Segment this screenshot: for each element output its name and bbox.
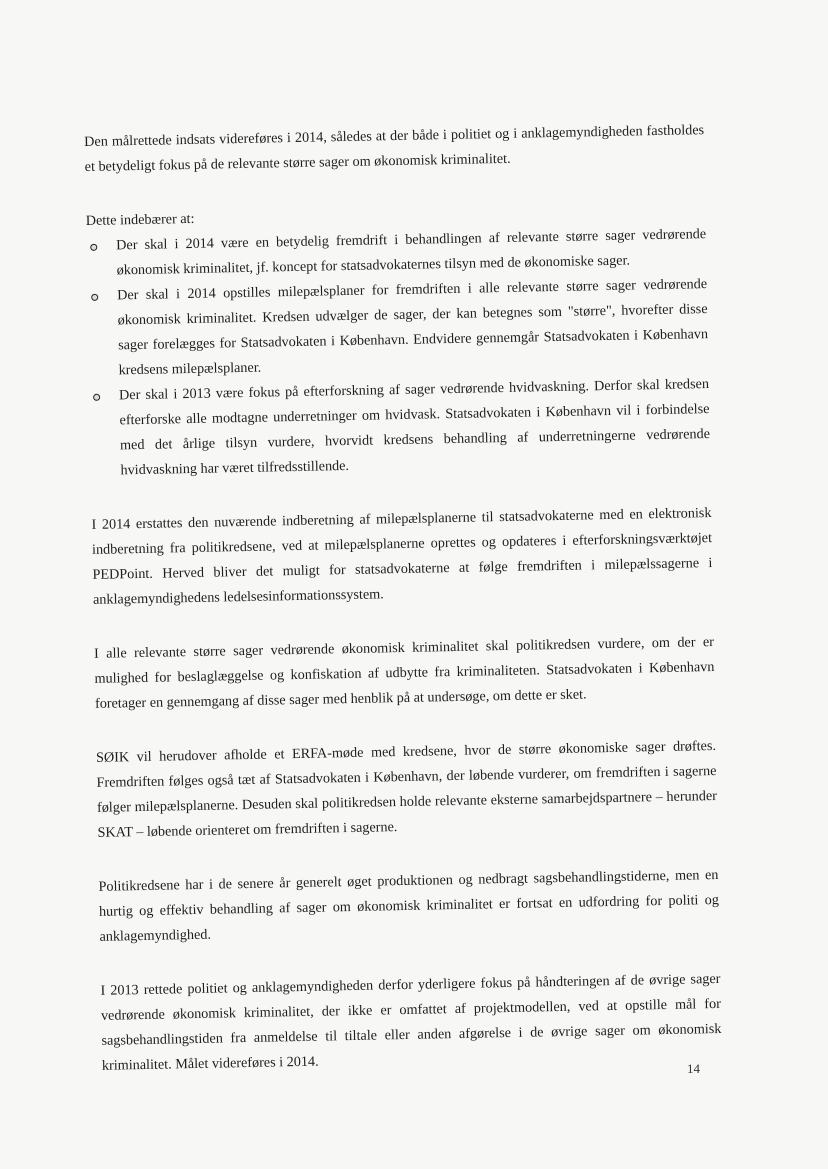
bullet-item: Der skal i 2014 opstilles milepælsplaner for fremdriften i alle relevante større sager vedrørende økonomisk kriminalitet. Kredsen udvælger de sager, der kan betegnes som "større", hvorefter disse sager forelægges for Statsadvokaten i København. Endvidere gennemgår Statsadvokaten i København kredsens milepælsplaner.	[87, 272, 709, 384]
paragraph-politikredsene: Politikredsene har i de senere år generelt øget produktionen og nedbragt sagsbehandlingstiderne, men en hurtig og effektiv behandling af sager om økonomisk kriminalitet er fortsat en udfordring for politi og anklagemyndighed.	[98, 866, 720, 945]
bullet-list	[86, 222, 711, 484]
paragraph-konfiskation: I alle relevante større sager vedrørende økonomisk kriminalitet skal politikredsen vurdere, om der er mulighed for beslaglæggelse og konfiskation af udbytte fra kriminaliteten. Statsadvokaten i København foretager en gennemgang af disse sager med henblik på at undersøge, om dette er sket.	[93, 634, 715, 712]
paragraph-erfa: SØIK vil herudover afholde et ERFA-møde med kredsene, hvor de større økonomiske sager drøftes. Fremdriften følges også tæt af Statsadvokaten i København, der løbende vurderer, om fremdriften i sagerne følger milepælsplanerne. Desuden skal politikredsen holde relevante eksterne samarbejdspartnere – herunder SKAT – løbende orienteret om fremdriften i sagerne.	[95, 737, 718, 841]
bullet-item: Der skal i 2013 være fokus på efterforskning af sager vedrørende hvidvaskning. Derfor skal kredsen efterforske alle modtagne underretninger om hvidvask. Statsadvokaten i København vil i forbindelse med det årlige tilsyn vurdere, hvorvidt kredsens behandling af underretningerne vedrørende hvidvaskning har været tilfredsstillende.	[89, 372, 711, 484]
page-content	[84, 118, 723, 1108]
paragraph-pedpoint: I 2014 erstattes den nuværende indberetning af milepælsplanerne til statsadvokaterne med en elektronisk indberetning fra politikredsene, ved at milepælsplanerne oprettes og opdateres i efterforskningsværktøjet PEDPoint. Herved bliver det muligt for statsadvokaterne at følge fremdriften i milepælssagerne i anklagemyndighedens ledelsesinformationssystem.	[91, 505, 713, 608]
page-number: 14	[687, 1061, 700, 1076]
bullet-item: Der skal i 2014 være en betydelig fremdrift i behandlingen af relevante større sager vedrørende økonomisk kriminalitet, jf. koncept for statsadvokaternes tilsyn med de økonomiske sager.	[86, 222, 707, 284]
paragraph-intro-1: Den målrettede indsats videreføres i 2014, således at der både i politiet og i anklagemyndigheden fastholdes et betydeligt fokus på de relevante større sager om økonomisk kriminalitet.	[84, 122, 705, 175]
list-intro: Dette indebærer at:	[85, 210, 195, 229]
paragraph-2013: I 2013 rettede politiet og anklagemyndigheden derfor yderligere fokus på håndteringen af de øvrige sager vedrørende økonomisk kriminalitet, der ikke er omfattet af projektmodellen, ved at opstille mål for sagsbehandlingstiden fra anmeldelse til tiltale eller anden afgørelse i de øvrige sager om økonomisk kriminalitet. Målet videreføres i 2014.	[100, 970, 722, 1074]
